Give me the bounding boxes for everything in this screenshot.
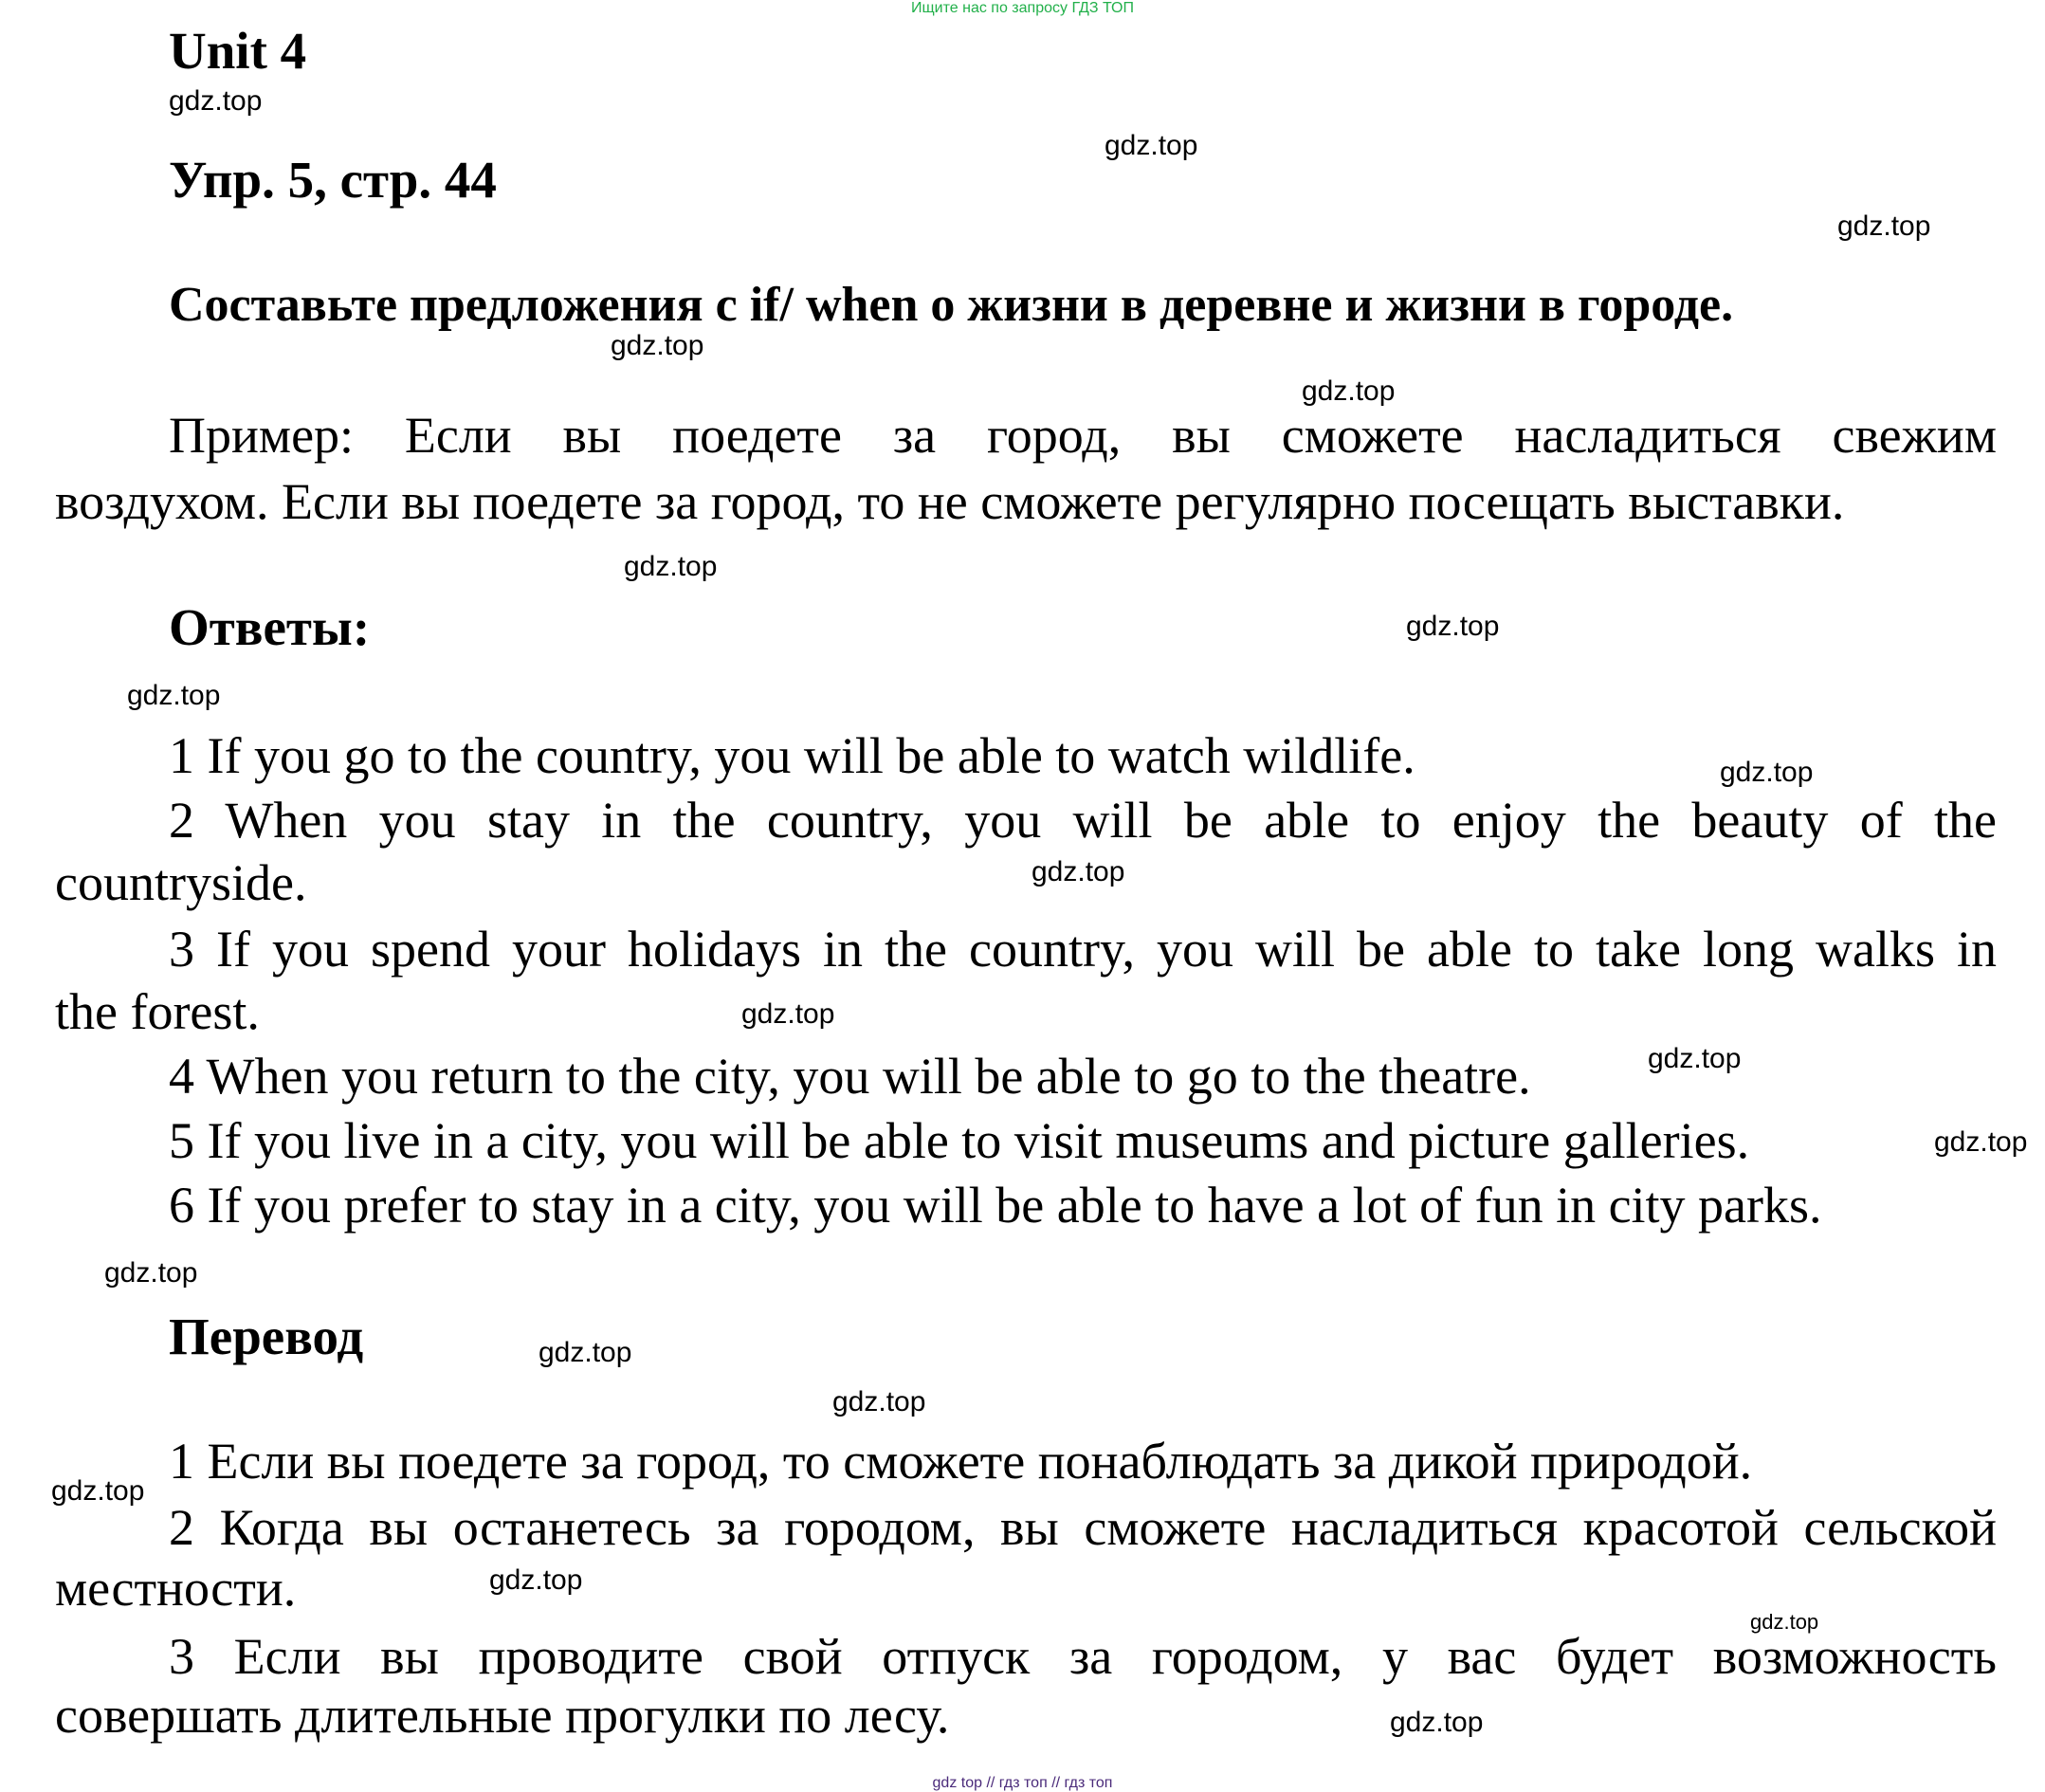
watermark: gdz.top: [1406, 611, 1500, 642]
watermark: gdz.top: [1390, 1707, 1484, 1738]
bottom-banner[interactable]: gdz top // гдз топ // гдз топ: [932, 1775, 1113, 1791]
translation-2-line-2: местности.: [55, 1560, 297, 1617]
unit-title: Unit 4: [169, 22, 307, 80]
answers-heading: Ответы:: [169, 598, 371, 656]
translation-3-line-2: совершать длительные прогулки по лесу.: [55, 1687, 950, 1744]
watermark: gdz.top: [1750, 1610, 1819, 1634]
watermark: gdz.top: [1934, 1126, 2028, 1158]
answer-2-line-2: countryside.: [55, 854, 307, 911]
watermark: gdz.top: [1648, 1043, 1742, 1074]
answer-6: 6 If you prefer to stay in a city, you will be able to have a lot of fun in city parks.: [169, 1177, 1822, 1234]
translation-1: 1 Если вы поедете за город, то сможете понаблюдать за дикой природой.: [169, 1433, 1753, 1490]
watermark: gdz.top: [539, 1337, 632, 1368]
watermark: gdz.top: [741, 998, 835, 1030]
watermark: gdz.top: [51, 1475, 145, 1507]
watermark: gdz.top: [1032, 856, 1125, 887]
example-line-2: воздухом. Если вы поедете за город, то не сможете регулярно посещать выставки.: [55, 473, 1845, 530]
watermark: gdz.top: [169, 85, 263, 117]
answer-4: 4 When you return to the city, you will be able to go to the theatre.: [169, 1048, 1531, 1105]
example-line-1: Пример: Если вы поедете за город, вы сможете насладиться свежим: [169, 407, 1997, 464]
task-text: Составьте предложения с if/ when о жизни в деревне и жизни в городе.: [169, 278, 1734, 332]
watermark: gdz.top: [832, 1386, 926, 1417]
answer-3-line-1: 3 If you spend your holidays in the country, you will be able to take long walks in: [169, 921, 1997, 978]
watermark: gdz.top: [611, 330, 704, 361]
watermark: gdz.top: [127, 680, 221, 711]
answer-1: 1 If you go to the country, you will be able to watch wildlife.: [169, 727, 1415, 784]
exercise-title: Упр. 5, стр. 44: [169, 151, 497, 209]
top-banner[interactable]: Ищите нас по запросу ГДЗ ТОП: [911, 0, 1134, 16]
answer-5: 5 If you live in a city, you will be able to visit museums and picture galleries.: [169, 1112, 1750, 1169]
watermark: gdz.top: [1105, 130, 1198, 161]
watermark: gdz.top: [624, 551, 718, 582]
answer-2-line-1: 2 When you stay in the country, you will be able to enjoy the beauty of the: [169, 792, 1997, 849]
watermark: gdz.top: [489, 1564, 583, 1596]
translation-heading: Перевод: [169, 1307, 364, 1365]
watermark: gdz.top: [104, 1257, 198, 1289]
watermark: gdz.top: [1302, 375, 1396, 407]
translation-3-line-1: 3 Если вы проводите свой отпуск за городом, у вас будет возможность: [169, 1628, 1997, 1685]
watermark: gdz.top: [1720, 757, 1814, 788]
translation-2-line-1: 2 Когда вы останетесь за городом, вы сможете насладиться красотой сельской: [169, 1499, 1997, 1556]
answer-3-line-2: the forest.: [55, 983, 260, 1040]
watermark: gdz.top: [1837, 210, 1931, 242]
